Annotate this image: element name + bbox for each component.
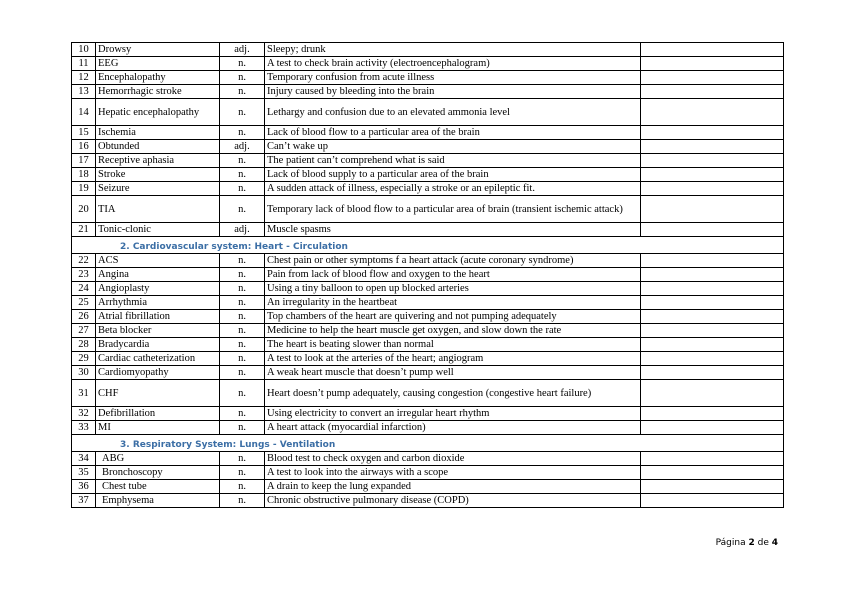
- term-cell: Hemorrhagic stroke: [96, 85, 220, 99]
- definition-cell: Injury caused by bleeding into the brain: [265, 85, 641, 99]
- row-number: 28: [72, 338, 96, 352]
- part-of-speech-cell: n.: [220, 99, 265, 126]
- table-row: [72, 282, 784, 296]
- term-cell: ACS: [96, 254, 220, 268]
- row-number: 34: [72, 452, 96, 466]
- table-row: [72, 480, 784, 494]
- part-of-speech-cell: n.: [220, 154, 265, 168]
- term-cell: Bradycardia: [96, 338, 220, 352]
- definition-cell: Heart doesn’t pump adequately, causing congestion (congestive heart failure): [265, 380, 641, 407]
- table-row: [72, 310, 784, 324]
- glossary-table: [71, 42, 784, 508]
- row-number: 16: [72, 140, 96, 154]
- notes-cell: [641, 421, 784, 435]
- part-of-speech-cell: n.: [220, 126, 265, 140]
- section-heading-row: [72, 435, 784, 452]
- row-number: 31: [72, 380, 96, 407]
- table-row: [72, 57, 784, 71]
- definition-cell: Using a tiny balloon to open up blocked arteries: [265, 282, 641, 296]
- row-number: 10: [72, 43, 96, 57]
- term-cell: Tonic-clonic: [96, 223, 220, 237]
- part-of-speech-cell: n.: [220, 324, 265, 338]
- definition-cell: Blood test to check oxygen and carbon dioxide: [265, 452, 641, 466]
- term-cell: Cardiomyopathy: [96, 366, 220, 380]
- footer-label: Página: [715, 538, 746, 548]
- table-row: [72, 99, 784, 126]
- term-cell: Stroke: [96, 168, 220, 182]
- table-row: [72, 452, 784, 466]
- term-cell: Cardiac catheterization: [96, 352, 220, 366]
- part-of-speech-cell: adj.: [220, 223, 265, 237]
- row-number: 11: [72, 57, 96, 71]
- notes-cell: [641, 310, 784, 324]
- row-number: 25: [72, 296, 96, 310]
- table-row: [72, 421, 784, 435]
- table-row: [72, 338, 784, 352]
- page-footer: [716, 538, 778, 548]
- notes-cell: [641, 99, 784, 126]
- term-cell: Angina: [96, 268, 220, 282]
- part-of-speech-cell: n.: [220, 407, 265, 421]
- term-cell: CHF: [96, 380, 220, 407]
- table-row: [72, 182, 784, 196]
- notes-cell: [641, 154, 784, 168]
- row-number: 27: [72, 324, 96, 338]
- term-cell: Atrial fibrillation: [96, 310, 220, 324]
- footer-total: 4: [771, 538, 778, 548]
- table-row: [72, 268, 784, 282]
- term-cell: Arrhythmia: [96, 296, 220, 310]
- table-row: [72, 352, 784, 366]
- footer-sep: de: [757, 538, 769, 548]
- definition-cell: Lethargy and confusion due to an elevated ammonia level: [265, 99, 641, 126]
- notes-cell: [641, 126, 784, 140]
- term-cell: MI: [96, 421, 220, 435]
- term-cell: ABG: [96, 452, 220, 466]
- part-of-speech-cell: adj.: [220, 140, 265, 154]
- definition-cell: Sleepy; drunk: [265, 43, 641, 57]
- table-row: [72, 126, 784, 140]
- notes-cell: [641, 140, 784, 154]
- definition-cell: A test to look into the airways with a scope: [265, 466, 641, 480]
- part-of-speech-cell: n.: [220, 366, 265, 380]
- footer-page: 2: [748, 538, 755, 548]
- part-of-speech-cell: n.: [220, 182, 265, 196]
- definition-cell: Muscle spasms: [265, 223, 641, 237]
- definition-cell: A test to check brain activity (electroencephalogram): [265, 57, 641, 71]
- table-row: [72, 324, 784, 338]
- table-row: [72, 296, 784, 310]
- part-of-speech-cell: adj.: [220, 43, 265, 57]
- notes-cell: [641, 407, 784, 421]
- notes-cell: [641, 223, 784, 237]
- notes-cell: [641, 494, 784, 508]
- row-number: 20: [72, 196, 96, 223]
- row-number: 15: [72, 126, 96, 140]
- table-row: [72, 380, 784, 407]
- notes-cell: [641, 282, 784, 296]
- table-row: [72, 254, 784, 268]
- part-of-speech-cell: n.: [220, 85, 265, 99]
- row-number: 21: [72, 223, 96, 237]
- term-cell: Defibrillation: [96, 407, 220, 421]
- definition-cell: Using electricity to convert an irregular heart rhythm: [265, 407, 641, 421]
- notes-cell: [641, 85, 784, 99]
- notes-cell: [641, 480, 784, 494]
- notes-cell: [641, 338, 784, 352]
- row-number: 19: [72, 182, 96, 196]
- part-of-speech-cell: n.: [220, 168, 265, 182]
- row-number: 37: [72, 494, 96, 508]
- definition-cell: Lack of blood flow to a particular area of the brain: [265, 126, 641, 140]
- row-number: 13: [72, 85, 96, 99]
- row-number: 22: [72, 254, 96, 268]
- definition-cell: Temporary confusion from acute illness: [265, 71, 641, 85]
- row-number: 35: [72, 466, 96, 480]
- part-of-speech-cell: n.: [220, 338, 265, 352]
- term-cell: Bronchoscopy: [96, 466, 220, 480]
- row-number: 36: [72, 480, 96, 494]
- definition-cell: The heart is beating slower than normal: [265, 338, 641, 352]
- part-of-speech-cell: n.: [220, 421, 265, 435]
- definition-cell: A heart attack (myocardial infarction): [265, 421, 641, 435]
- definition-cell: A weak heart muscle that doesn’t pump well: [265, 366, 641, 380]
- notes-cell: [641, 196, 784, 223]
- part-of-speech-cell: n.: [220, 282, 265, 296]
- table-row: [72, 196, 784, 223]
- notes-cell: [641, 268, 784, 282]
- part-of-speech-cell: n.: [220, 57, 265, 71]
- row-number: 18: [72, 168, 96, 182]
- notes-cell: [641, 182, 784, 196]
- definition-cell: A sudden attack of illness, especially a stroke or an epileptic fit.: [265, 182, 641, 196]
- definition-cell: An irregularity in the heartbeat: [265, 296, 641, 310]
- part-of-speech-cell: n.: [220, 352, 265, 366]
- part-of-speech-cell: n.: [220, 310, 265, 324]
- row-number: 29: [72, 352, 96, 366]
- table-row: [72, 168, 784, 182]
- row-number: 30: [72, 366, 96, 380]
- table-row: [72, 407, 784, 421]
- term-cell: Ischemia: [96, 126, 220, 140]
- table-row: [72, 140, 784, 154]
- term-cell: EEG: [96, 57, 220, 71]
- definition-cell: A test to look at the arteries of the heart; angiogram: [265, 352, 641, 366]
- part-of-speech-cell: n.: [220, 296, 265, 310]
- row-number: 24: [72, 282, 96, 296]
- definition-cell: A drain to keep the lung expanded: [265, 480, 641, 494]
- table-row: [72, 494, 784, 508]
- row-number: 14: [72, 99, 96, 126]
- section-heading-row: [72, 237, 784, 254]
- term-cell: Receptive aphasia: [96, 154, 220, 168]
- notes-cell: [641, 71, 784, 85]
- section-heading: 3. Respiratory System: Lungs - Ventilation: [72, 435, 784, 452]
- notes-cell: [641, 43, 784, 57]
- term-cell: Angioplasty: [96, 282, 220, 296]
- row-number: 32: [72, 407, 96, 421]
- notes-cell: [641, 366, 784, 380]
- notes-cell: [641, 324, 784, 338]
- definition-cell: Pain from lack of blood flow and oxygen to the heart: [265, 268, 641, 282]
- part-of-speech-cell: n.: [220, 494, 265, 508]
- definition-cell: Chest pain or other symptoms f a heart attack (acute coronary syndrome): [265, 254, 641, 268]
- glossary-body: [72, 43, 784, 508]
- row-number: 33: [72, 421, 96, 435]
- table-row: [72, 366, 784, 380]
- part-of-speech-cell: n.: [220, 268, 265, 282]
- term-cell: TIA: [96, 196, 220, 223]
- term-cell: Obtunded: [96, 140, 220, 154]
- notes-cell: [641, 452, 784, 466]
- notes-cell: [641, 168, 784, 182]
- notes-cell: [641, 296, 784, 310]
- term-cell: Beta blocker: [96, 324, 220, 338]
- term-cell: Encephalopathy: [96, 71, 220, 85]
- row-number: 17: [72, 154, 96, 168]
- definition-cell: The patient can’t comprehend what is said: [265, 154, 641, 168]
- part-of-speech-cell: n.: [220, 480, 265, 494]
- notes-cell: [641, 254, 784, 268]
- part-of-speech-cell: n.: [220, 452, 265, 466]
- table-row: [72, 43, 784, 57]
- part-of-speech-cell: n.: [220, 380, 265, 407]
- table-row: [72, 71, 784, 85]
- row-number: 12: [72, 71, 96, 85]
- notes-cell: [641, 466, 784, 480]
- part-of-speech-cell: n.: [220, 71, 265, 85]
- section-heading: 2. Cardiovascular system: Heart - Circulation: [72, 237, 784, 254]
- row-number: 23: [72, 268, 96, 282]
- notes-cell: [641, 380, 784, 407]
- table-row: [72, 154, 784, 168]
- row-number: 26: [72, 310, 96, 324]
- definition-cell: Temporary lack of blood flow to a particular area of brain (transient ischemic attack): [265, 196, 641, 223]
- definition-cell: Lack of blood supply to a particular area of the brain: [265, 168, 641, 182]
- definition-cell: Chronic obstructive pulmonary disease (COPD): [265, 494, 641, 508]
- term-cell: Chest tube: [96, 480, 220, 494]
- part-of-speech-cell: n.: [220, 466, 265, 480]
- table-row: [72, 85, 784, 99]
- term-cell: Emphysema: [96, 494, 220, 508]
- definition-cell: Medicine to help the heart muscle get oxygen, and slow down the rate: [265, 324, 641, 338]
- definition-cell: Can’t wake up: [265, 140, 641, 154]
- term-cell: Drowsy: [96, 43, 220, 57]
- notes-cell: [641, 57, 784, 71]
- table-row: [72, 466, 784, 480]
- term-cell: Seizure: [96, 182, 220, 196]
- part-of-speech-cell: n.: [220, 196, 265, 223]
- term-cell: Hepatic encephalopathy: [96, 99, 220, 126]
- definition-cell: Top chambers of the heart are quivering and not pumping adequately: [265, 310, 641, 324]
- part-of-speech-cell: n.: [220, 254, 265, 268]
- notes-cell: [641, 352, 784, 366]
- table-row: [72, 223, 784, 237]
